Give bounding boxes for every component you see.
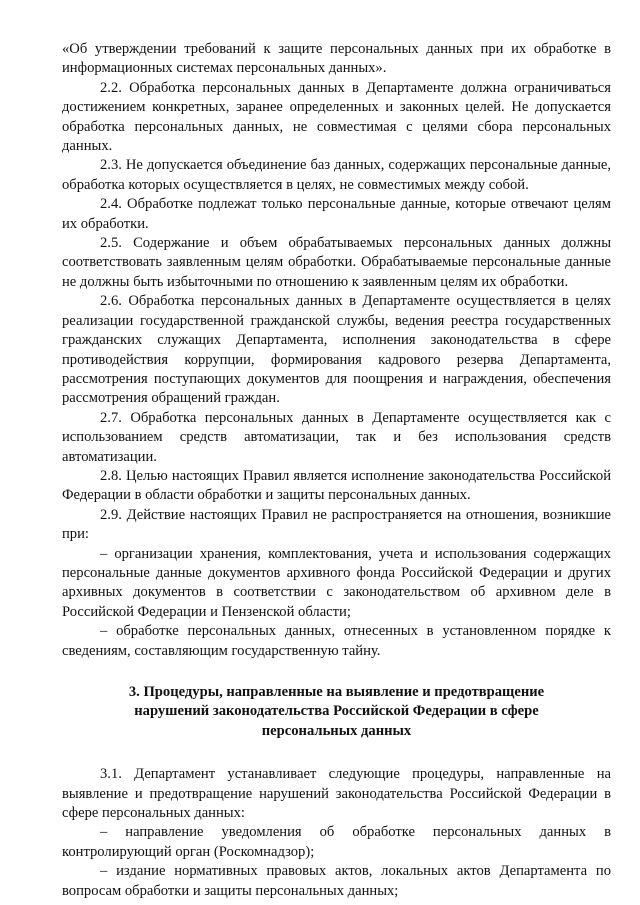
paragraph-3-1: 3.1. Департамент устанавливает следующие процедуры, направленные на выявление и предотвращение нарушений законодательства Российской Федерации в сфере персональных данных: [62, 766, 611, 822]
list-item-archives: – организации хранения, комплектования, учета и использования содержащих персональные данные документов архивного фонда Российской Федерации и других архивных документов в соответствии с законодательством об архивном деле в Российской Федерации и Пензенской области; [62, 545, 611, 620]
paragraph-2-5: 2.5. Содержание и объем обрабатываемых персональных данных должны соответствовать заявленным целям обработки. Обрабатываемые персональные данные не должны быть избыточными по отношению к заявленным целям их обработки. [62, 235, 611, 290]
list-item-legal-acts: – издание нормативных правовых актов, локальных актов Департамента по вопросам обработки и защиты персональных данных; [62, 863, 611, 899]
section-3-heading [62, 683, 611, 741]
section-3-heading-line: персональных данных [261, 722, 412, 739]
section-3-heading-line: нарушений законодательства Российской Федерации в сфере [134, 703, 539, 720]
paragraph-2-3: 2.3. Не допускается объединение баз данных, содержащих персональные данные, обработка которых осуществляется в целях, не совместимых между собой. [62, 157, 611, 193]
paragraph-2-7: 2.7. Обработка персональных данных в Департаменте осуществляется как с использованием средств автоматизации, так и без использования средств автоматизации. [62, 409, 611, 465]
paragraph-2-4: 2.4. Обработке подлежат только персональные данные, которые отвечают целям их обработки. [62, 196, 611, 232]
intro-continuation: «Об утверждении требований к защите персональных данных при их обработке в информационных системах персональных данных». [62, 41, 611, 77]
document-page [62, 40, 611, 901]
section-3-heading-line: 3. Процедуры, направленные на выявление и предотвращение [128, 684, 545, 700]
list-item-state-secret: – обработке персональных данных, отнесенных в установленном порядке к сведениям, составляющим государственную тайну. [62, 623, 611, 659]
list-item-notification: – направление уведомления об обработке персональных данных в контролирующий орган (Роскомнадзор); [62, 824, 611, 860]
paragraph-2-2: 2.2. Обработка персональных данных в Департаменте должна ограничиваться достижением конкретных, заранее определенных и законных целей. Не допускается обработка персональных данных, не совместимая с целями сбора персональных данных. [62, 79, 611, 155]
paragraph-2-9: 2.9. Действие настоящих Правил не распространяется на отношения, возникшие при: [62, 506, 611, 543]
paragraph-2-6: 2.6. Обработка персональных данных в Департаменте осуществляется в целях реализации государственной гражданской службы, ведения реестра государственных гражданских служащих Департамента, исполнения законодательства в сфере противодействия коррупции, формирования кадрового резерва Департамента, рассмотрения поступающих документов для поощрения и награждения, обеспечения рассмотрения обращений граждан. [62, 293, 611, 407]
paragraph-2-8: 2.8. Целью настоящих Правил является исполнение законодательства Российской Федерации в области обработки и защиты персональных данных. [62, 467, 611, 504]
